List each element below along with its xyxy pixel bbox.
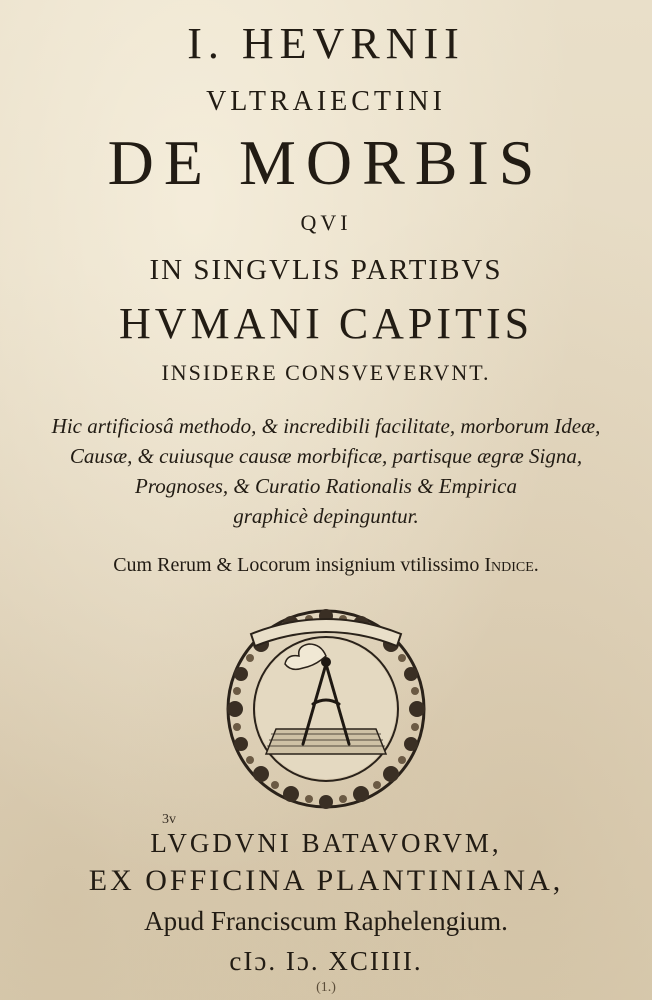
description-line-2: Causæ, & cuiusque causæ morbificæ, partisque ægræ Signa, <box>69 444 583 468</box>
index-line <box>0 554 652 577</box>
footer-note: (1.) <box>316 980 336 995</box>
printer-device-emblem-icon <box>221 604 431 814</box>
description-line-1: Hic artificiosâ methodo, & incredibili facilitate, morborum Ideæ, <box>51 414 601 438</box>
imprint-city: LVGDVNI BATAVORVM, <box>150 828 502 858</box>
subtitle-line-2: HVMANI CAPITIS <box>118 299 534 348</box>
description-line-3: Prognoses, & Curatio Rationalis & Empirica <box>135 474 517 498</box>
index-word: Indice. <box>484 554 539 576</box>
subtitle-line-3: INSIDERE CONSVEVERVNT. <box>161 360 491 385</box>
qui-line: QVI <box>300 210 352 235</box>
subtitle-line-1: IN SINGVLIS PARTIBVS <box>149 254 503 286</box>
origin-line: VLTRAIECTINI <box>206 86 446 117</box>
imprint-printer: Apud Franciscum Raphelengium. <box>144 906 508 936</box>
main-title: DE MORBIS <box>107 127 545 198</box>
handwritten-note: 3v <box>162 812 176 827</box>
imprint-year: cIɔ. Iɔ. XCIIII. <box>229 946 423 976</box>
description-line-4: graphicè depinguntur. <box>233 504 419 528</box>
author-line: I. HEVRNII <box>187 19 465 68</box>
index-line-text: Cum Rerum & Locorum insignium vtilissimo <box>113 554 485 576</box>
imprint-office: EX OFFICINA PLANTINIANA, <box>88 864 564 897</box>
